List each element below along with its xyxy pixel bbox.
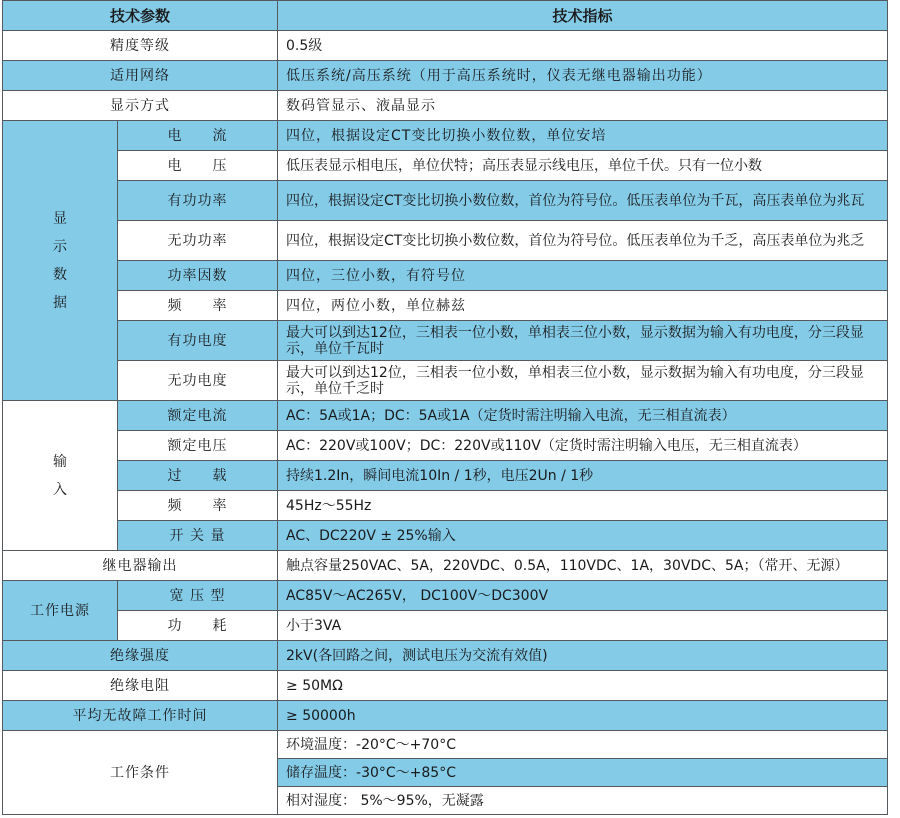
row-label: 频 率 bbox=[118, 491, 278, 521]
row-value: 低压表显示相电压，单位伏特；高压表显示线电压，单位千伏。只有一位小数 bbox=[278, 151, 888, 181]
row-value: 数码管显示、液晶显示 bbox=[278, 91, 888, 121]
table-row bbox=[3, 61, 888, 91]
row-label: 宽 压 型 bbox=[118, 581, 278, 611]
table-row bbox=[3, 91, 888, 121]
row-label: 功 耗 bbox=[118, 611, 278, 641]
header-row bbox=[3, 1, 888, 31]
table-row bbox=[3, 701, 888, 731]
row-value: 触点容量250VAC、5A，220VDC、0.5A，110VDC、1A，30VDC、5A；（常开、无源） bbox=[278, 551, 888, 581]
row-value: 2kV(各回路之间，测试电压为交流有效值) bbox=[278, 641, 888, 671]
row-label: 过 载 bbox=[118, 461, 278, 491]
row-value: 环境温度：-20°C～+70°C bbox=[278, 731, 888, 759]
row-value: 最大可以到达12位，三相表一位小数，单相表三位小数，显示数据为输入有功电度，分三段显示，单位千乏时 bbox=[278, 361, 888, 401]
group-label-power-supply: 工作电源 bbox=[3, 581, 118, 641]
row-value: 四位，根据设定CT变比切换小数位数，首位为符号位。低压表单位为千乏，高压表单位为兆乏 bbox=[278, 221, 888, 261]
table-row bbox=[3, 181, 888, 221]
table-row bbox=[3, 291, 888, 321]
row-value: 四位，根据设定CT变比切换小数位数，首位为符号位。低压表单位为千瓦，高压表单位为兆瓦 bbox=[278, 181, 888, 221]
table-row bbox=[3, 31, 888, 61]
table-row bbox=[3, 671, 888, 701]
row-label: 精度等级 bbox=[3, 31, 278, 61]
row-value: 45Hz～55Hz bbox=[278, 491, 888, 521]
table-row bbox=[3, 121, 888, 151]
row-value: 四位，根据设定CT变比切换小数位数，单位安培 bbox=[278, 121, 888, 151]
table-row bbox=[3, 521, 888, 551]
row-value: AC、DC220V ± 25%输入 bbox=[278, 521, 888, 551]
row-label: 绝缘电阻 bbox=[3, 671, 278, 701]
row-label: 开 关 量 bbox=[118, 521, 278, 551]
group-label-input: 输 入 bbox=[3, 401, 118, 551]
table-row bbox=[3, 151, 888, 181]
table-row bbox=[3, 581, 888, 611]
row-label: 电 流 bbox=[118, 121, 278, 151]
row-value: 最大可以到达12位，三相表一位小数，单相表三位小数，显示数据为输入有功电度，分三段显示，单位千瓦时 bbox=[278, 321, 888, 361]
row-value: 低压系统/高压系统（用于高压系统时，仪表无继电器输出功能） bbox=[278, 61, 888, 91]
row-label: 电 压 bbox=[118, 151, 278, 181]
row-value: ≥ 50000h bbox=[278, 701, 888, 731]
table-row bbox=[3, 611, 888, 641]
row-value: 四位，三位小数，有符号位 bbox=[278, 261, 888, 291]
row-value: AC：220V或100V；DC：220V或110V（定货时需注明输入电压，无三相直流表） bbox=[278, 431, 888, 461]
row-label: 有功电度 bbox=[118, 321, 278, 361]
header-spec: 技术指标 bbox=[278, 1, 888, 31]
row-label: 无功功率 bbox=[118, 221, 278, 261]
row-value: 0.5级 bbox=[278, 31, 888, 61]
table-row bbox=[3, 261, 888, 291]
group-label-working-conditions: 工作条件 bbox=[3, 731, 278, 815]
spec-table bbox=[2, 0, 888, 815]
header-param: 技术参数 bbox=[3, 1, 278, 31]
row-label: 额定电压 bbox=[118, 431, 278, 461]
row-label: 平均无故障工作时间 bbox=[3, 701, 278, 731]
row-value: 储存温度：-30°C～+85°C bbox=[278, 759, 888, 787]
table-row bbox=[3, 491, 888, 521]
row-value: AC：5A或1A；DC：5A或1A（定货时需注明输入电流，无三相直流表） bbox=[278, 401, 888, 431]
table-row bbox=[3, 401, 888, 431]
table-row bbox=[3, 361, 888, 401]
row-label: 频 率 bbox=[118, 291, 278, 321]
row-value: AC85V～AC265V， DC100V～DC300V bbox=[278, 581, 888, 611]
table-row bbox=[3, 431, 888, 461]
row-label: 额定电流 bbox=[118, 401, 278, 431]
row-label: 继电器输出 bbox=[3, 551, 278, 581]
table-row bbox=[3, 731, 888, 759]
table-row bbox=[3, 641, 888, 671]
table-row bbox=[3, 321, 888, 361]
row-value: 持续1.2In，瞬间电流10In / 1秒，电压2Un / 1秒 bbox=[278, 461, 888, 491]
row-value: 四位，两位小数，单位赫兹 bbox=[278, 291, 888, 321]
row-value: 小于3VA bbox=[278, 611, 888, 641]
table-row bbox=[3, 551, 888, 581]
row-label: 绝缘强度 bbox=[3, 641, 278, 671]
row-label: 有功功率 bbox=[118, 181, 278, 221]
table-row bbox=[3, 221, 888, 261]
row-label: 无功电度 bbox=[118, 361, 278, 401]
table-row bbox=[3, 461, 888, 491]
row-label: 适用网络 bbox=[3, 61, 278, 91]
row-label: 功率因数 bbox=[118, 261, 278, 291]
row-value: ≥ 50MΩ bbox=[278, 671, 888, 701]
group-label-display-data: 显 示 数 据 bbox=[3, 121, 118, 401]
row-label: 显示方式 bbox=[3, 91, 278, 121]
row-value: 相对湿度： 5%～95%，无凝露 bbox=[278, 787, 888, 815]
